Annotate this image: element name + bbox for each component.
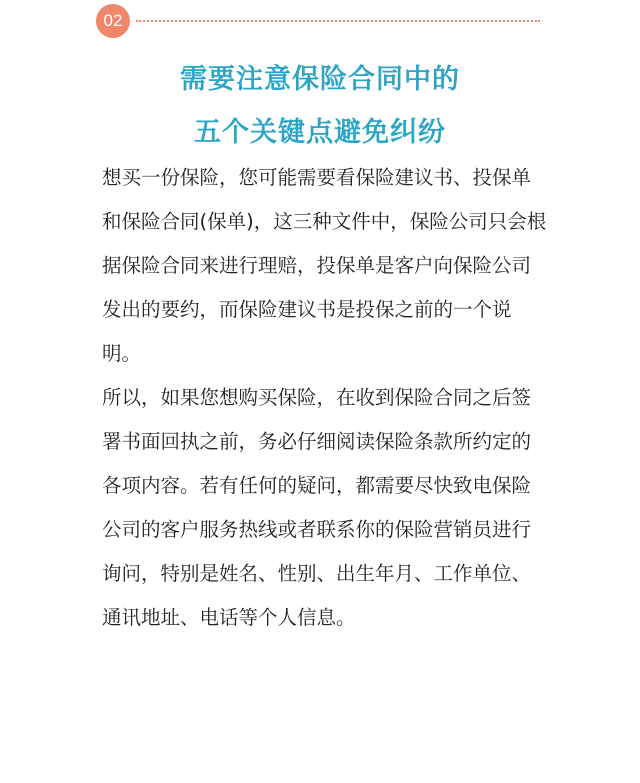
body-line: 发出的要约，而保险建议书是投保之前的一个说 [102, 298, 512, 321]
body-text [102, 156, 547, 640]
body-line: 和保险合同(保单)，这三种文件中，保险公司只会根 [102, 210, 547, 233]
body-line: 据保险合同来进行理赔，投保单是客户向保险公司 [102, 254, 532, 277]
dotted-divider [136, 20, 540, 22]
body-line: 明。 [102, 342, 142, 365]
title-line-1: 需要注意保险合同中的 [180, 64, 460, 95]
title-line-2: 五个关键点避免纠纷 [194, 117, 446, 148]
section-number-badge: 02 [96, 4, 130, 38]
body-line: 所以，如果您想购买保险，在收到保险合同之后签 [102, 386, 532, 409]
body-line: 想买一份保险，您可能需要看保险建议书、投保单 [102, 166, 532, 189]
body-line: 通讯地址、电话等个人信息。 [102, 606, 356, 629]
body-line: 公司的客户服务热线或者联系你的保险营销员进行 [102, 518, 532, 541]
section-header [96, 4, 540, 38]
body-line: 署书面回执之前，务必仔细阅读保险条款所约定的 [102, 430, 532, 453]
body-line: 询问，特别是姓名、性别、出生年月、工作单位、 [102, 562, 532, 585]
body-line: 各项内容。若有任何的疑问，都需要尽快致电保险 [102, 474, 532, 497]
